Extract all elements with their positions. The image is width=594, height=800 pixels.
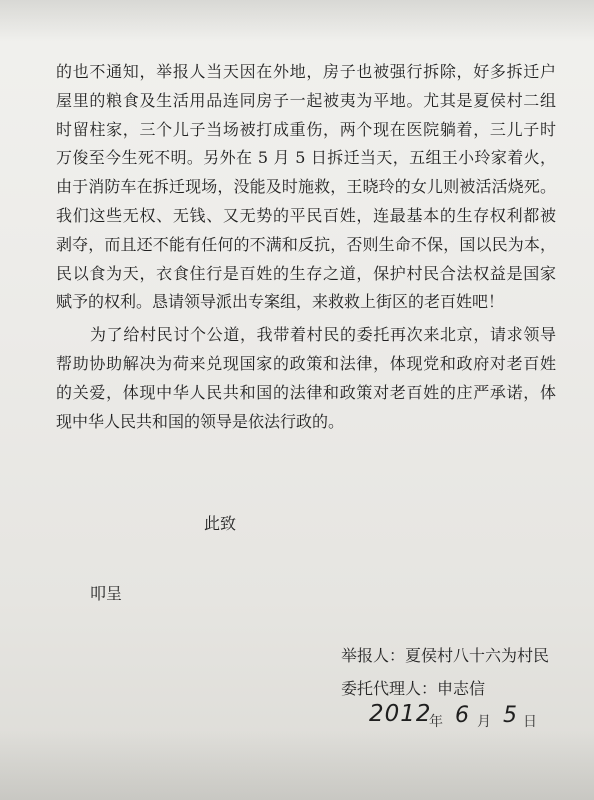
closing-submit: 叩呈 bbox=[90, 584, 123, 603]
p1-line-6: 我们这些无权、无钱、又无势的平民百姓，连最基本的生存权利都被 bbox=[56, 205, 556, 225]
letter-body bbox=[56, 58, 556, 436]
page-shadow-bottom bbox=[0, 730, 594, 800]
page-shadow-top bbox=[0, 0, 594, 42]
p2-line-2: 帮助协助解决为荷来兑现国家的政策和法律，体现党和政府对老百姓 bbox=[56, 353, 556, 373]
date-year-char: 年 bbox=[429, 714, 443, 730]
closing-salutation: 此致 bbox=[204, 514, 237, 533]
p2-line-3: 的关爱，体现中华人民共和国的法律和政策对老百姓的庄严承诺，体 bbox=[56, 382, 556, 402]
p1-line-9: 赋予的权利。恳请领导派出专案组，来救救上街区的老百姓吧！ bbox=[56, 292, 505, 312]
date-month-char: 月 bbox=[477, 714, 491, 730]
p1-line-1: 的也不通知，举报人当天因在外地，房子也被强行拆除，好多拆迁户 bbox=[56, 62, 556, 81]
p1-line-4: 万俊至今生死不明。另外在 5 月 5 日拆迁当天，五组王小玲家着火， bbox=[56, 148, 556, 168]
date-year: 2012 bbox=[369, 701, 432, 727]
p1-line-5: 由于消防车在拆迁现场，没能及时施救，王晓玲的女儿则被活活烧死。 bbox=[56, 177, 556, 197]
date-day-char: 日 bbox=[523, 714, 537, 730]
p1-line-3: 时留柱家，三个儿子当场被打成重伤，两个现在医院躺着，三儿子时 bbox=[56, 119, 556, 139]
p2-line-1: 为了给村民讨个公道，我带着村民的委托再次来北京，请求领导 bbox=[90, 325, 556, 345]
reporter-signature: 举报人：夏侯村八十六为村民 bbox=[341, 646, 550, 665]
handwritten-date bbox=[369, 703, 555, 735]
date-day: 5 bbox=[503, 703, 517, 728]
date-month: 6 bbox=[455, 703, 469, 728]
p1-line-2: 屋里的粮食及生活用品连同房子一起被夷为平地。尤其是夏侯村二组 bbox=[56, 90, 556, 110]
p1-line-8: 民以食为天，衣食住行是百姓的生存之道，保护村民合法权益是国家 bbox=[56, 263, 556, 283]
agent-signature: 委托代理人：申志信 bbox=[341, 679, 486, 698]
p2-line-4: 现中华人民共和国的领导是依法行政的。 bbox=[56, 411, 345, 431]
p1-line-7: 剥夺，而且还不能有任何的不满和反抗，否则生命不保，国以民为本， bbox=[56, 234, 556, 254]
